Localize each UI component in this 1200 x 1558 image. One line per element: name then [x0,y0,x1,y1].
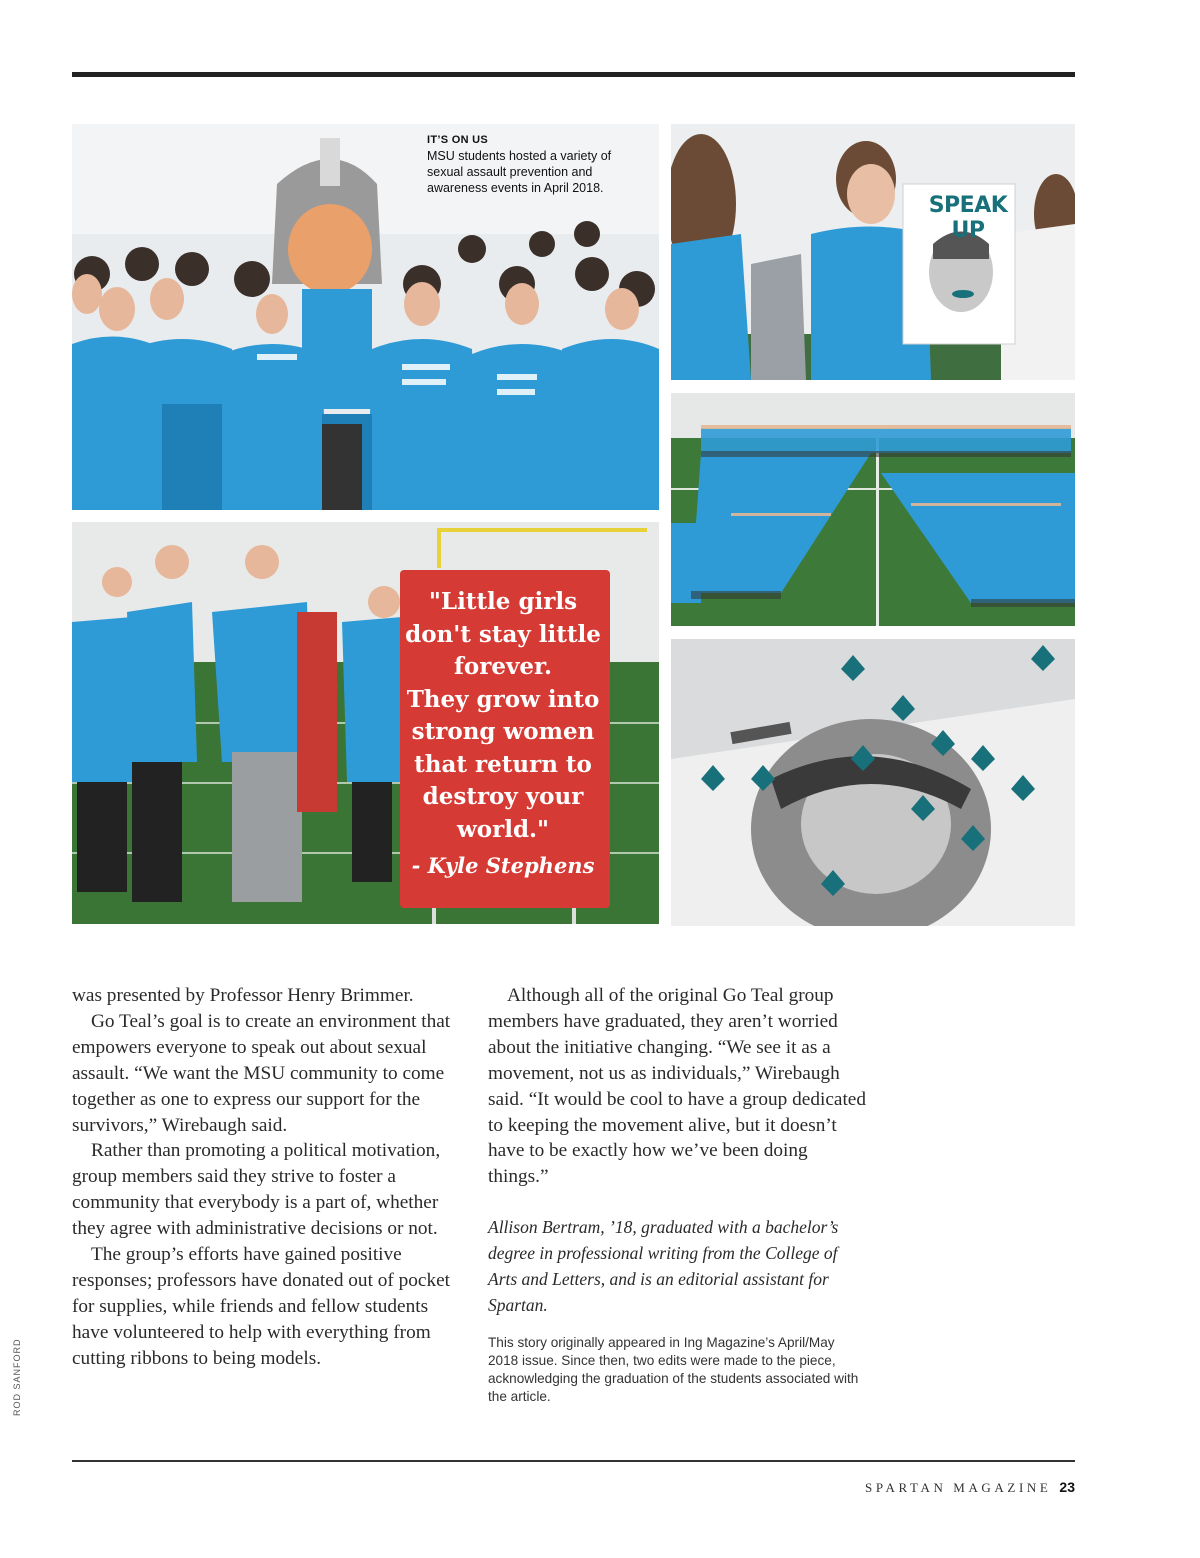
article-paragraph: was presented by Professor Henry Brimmer. [72,985,414,1006]
page-number: 23 [1059,1479,1075,1495]
caption-title: IT’S ON US [427,134,489,146]
photo-caption [427,132,647,196]
photo-teal-ribbons [671,639,1075,926]
article-paragraph: Although all of the original Go Teal group members have graduated, they aren’t worried about the initiative changing. “We see it as a movement, not us as individuals,” Wirebaugh said. “It would be cool to have a group dedicated to keeping the movement alive, but it doesn’t have to be exactly how we’ve been doing things.” [488,985,866,1188]
quote-sign-text [403,586,603,883]
sign-line: "Little girls [428,588,578,615]
article-paragraph: The group’s efforts have gained positive responses; professors have donated out of pocket for supplies, while friends and fellow students have volunteered to help with everything from cutting ribbons to being models. [72,1244,451,1369]
photo-field-formation [671,393,1075,626]
photo-credit: ROD SANFORD [12,1338,22,1416]
sign-line: don't stay little [405,620,601,648]
article-paragraph: Go Teal’s goal is to create an environment that empowers everyone to speak out about sexual assault. “We want the MSU community to come together as one to express our support for the survivors,” Wirebaugh said. [72,1010,451,1136]
article-column-right [488,983,868,1406]
sign-line: world." [456,815,550,843]
article-paragraph: Rather than promoting a political motivation, group members said they strive to foster a community that everybody is a part of, whether they agree with administrative decisions or not. [72,1140,441,1240]
page-footer [865,1479,1075,1496]
caption-text: MSU students hosted a variety of sexual assault prevention and awareness events in April 2018. [427,149,612,195]
sign-line: strong women [411,718,595,745]
article-column-left [72,983,464,1372]
editor-note: This story originally appeared in Ing Magazine’s April/May 2018 issue. Since then, two edits were made to the piece, acknowledging the graduation of the students associated with the article. [488,1335,859,1405]
top-rule [72,72,1075,77]
poster-text: SPEAK UP [928,193,1008,243]
sign-line: They grow into [406,685,600,713]
magazine-name: SPARTAN MAGAZINE [865,1480,1052,1495]
photo-speak-up-poster [671,124,1075,380]
bottom-rule [72,1460,1075,1462]
sign-line: destroy your [422,783,584,810]
sign-line: that return to [414,750,592,778]
sign-line: forever. [454,653,552,680]
sign-author: - Kyle Stephens [411,853,595,878]
author-bio: Allison Bertram, ’18, graduated with a bachelor’s degree in professional writing from the College of Arts and Letters, and is an editorial assistant for Spartan. [488,1217,839,1316]
